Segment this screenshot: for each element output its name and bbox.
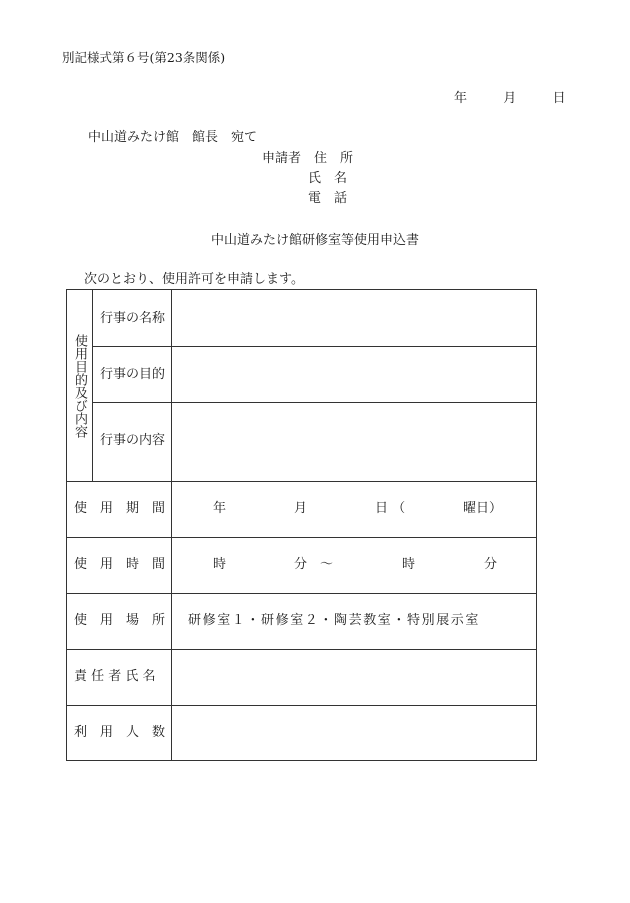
period-weekday-unit: 曜日） [463, 501, 503, 516]
period-month-unit: 月 [294, 501, 308, 516]
place-label: 使 用 場 所 [74, 613, 166, 628]
event-purpose-field[interactable] [172, 347, 536, 402]
user-count-field[interactable] [172, 706, 536, 760]
event-name-label: 行事の名称 [100, 311, 166, 326]
document-title: 中山道みたけ館研修室等使用申込書 [210, 233, 419, 248]
divider [67, 537, 536, 538]
period-day-unit: 日 （ [375, 501, 406, 516]
date-day-label: 日 [552, 91, 566, 106]
time-end-hour-unit: 時 [402, 557, 416, 572]
place-options: 研修室１・研修室２・陶芸教室・特別展示室 [188, 613, 481, 628]
responsible-person-field[interactable] [172, 650, 536, 705]
date-year-label: 年 [454, 91, 468, 106]
address-label: 住 所 [314, 151, 354, 166]
event-content-field[interactable] [172, 403, 536, 481]
period-label: 使 用 期 間 [74, 501, 166, 516]
addressee: 中山道みたけ館 館長 宛て [88, 130, 258, 145]
responsible-person-label: 責 任 者 氏 名 [74, 669, 156, 684]
divider [67, 481, 536, 482]
purpose-group-label: 使用目的及び内容 [72, 333, 87, 438]
date-line [454, 92, 566, 105]
application-form-table [66, 289, 537, 761]
time-start-minute-unit: 分 ～ [294, 557, 334, 572]
phone-label: 電 話 [308, 191, 348, 206]
event-name-field[interactable] [172, 290, 536, 346]
divider [92, 290, 93, 481]
form-number: 別記様式第６号(第23条関係) [62, 50, 226, 65]
time-label: 使 用 時 間 [74, 557, 166, 572]
applicant-label: 申請者 [262, 151, 302, 166]
request-text: 次のとおり、使用許可を申請します。 [84, 272, 304, 287]
time-start-hour-unit: 時 [213, 557, 227, 572]
name-label: 氏 名 [308, 171, 348, 186]
user-count-label: 利 用 人 数 [74, 725, 166, 740]
period-year-unit: 年 [213, 501, 227, 516]
time-end-minute-unit: 分 [484, 557, 498, 572]
event-purpose-label: 行事の目的 [100, 367, 166, 382]
divider [67, 593, 536, 594]
event-content-label: 行事の内容 [100, 433, 166, 448]
date-month-label: 月 [503, 91, 517, 106]
